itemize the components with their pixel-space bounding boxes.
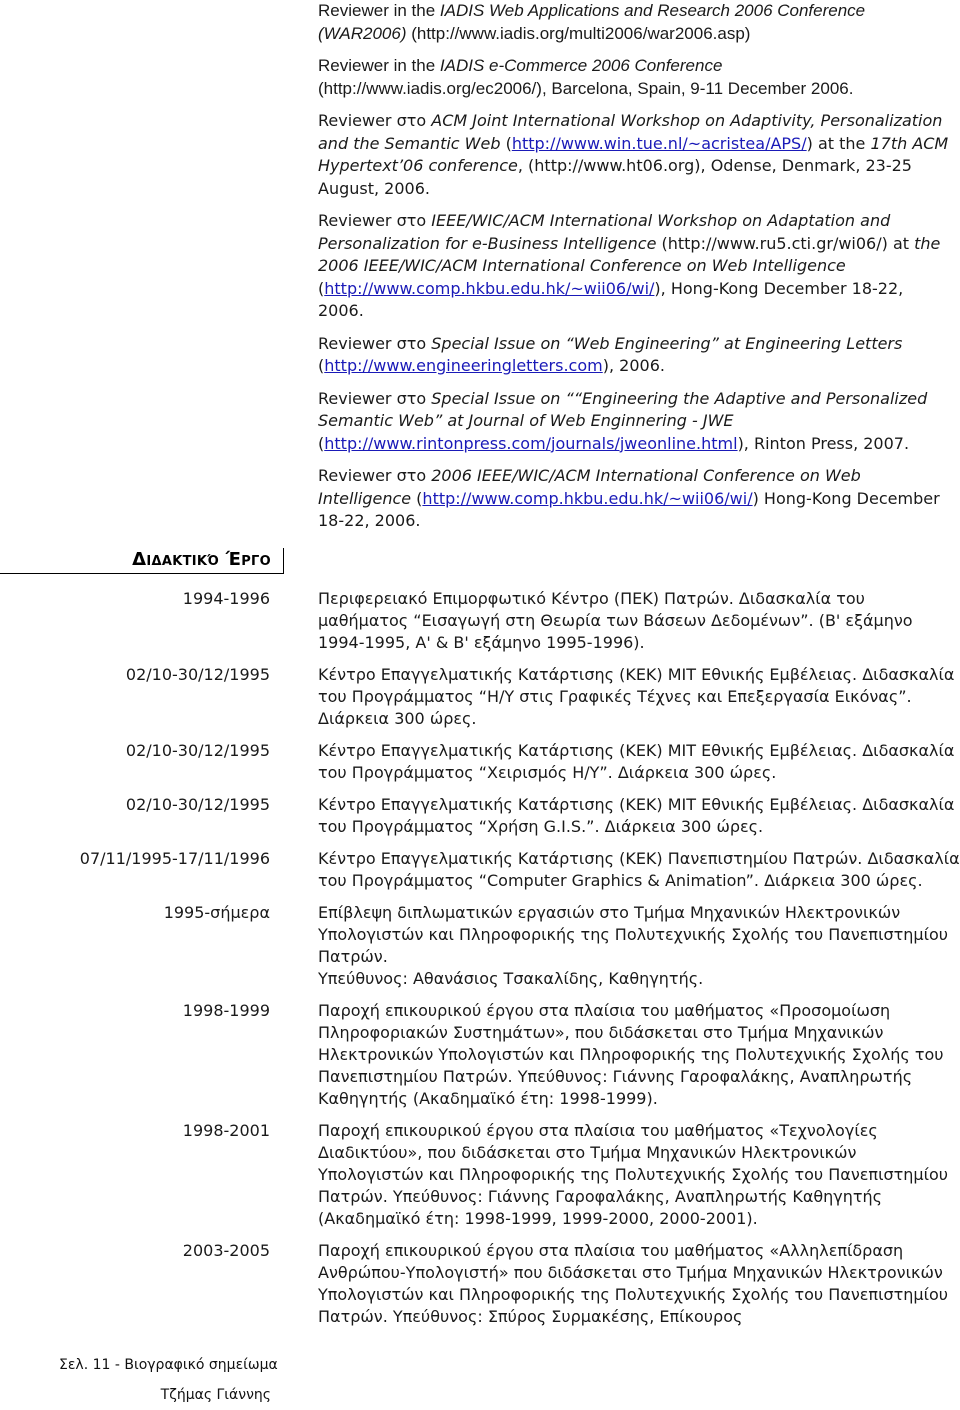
reviewer-text: ), Rinton Press, 2007. [737,433,910,453]
teaching-description [318,794,960,838]
teaching-description-text: Παροχή επικουρικού έργου στα πλαίσια του μαθήματος «Αλληλεπίδραση Ανθρώπου-Υπολογιστή» που διδάσκεται στο Τμήμα Μηχανικών Ηλεκτρονικών Υπολογιστών και Πληροφορικής της Πολυτεχνικής Σχολής του Πανεπιστημίου Πατρών. Υπεύθυνος: Σπύρος Συρμακέσης, Επίκουρος [318,1241,949,1326]
teaching-row [0,588,960,654]
reviewer-venue: IEEE/WIC/ACM International Workshop on Adaptation and Personalization for e-Business Intelligence [318,211,891,253]
reviewer-link[interactable]: http://www.win.tue.nl/~acristea/APS/ [511,133,807,153]
reviewer-venue: Special Issue on “Web Engineering” at Engineering Letters [431,333,903,353]
reviewer-text: ( [411,488,423,508]
teaching-period: 1994-1996 [182,589,270,608]
reviewer-entry [318,333,950,378]
reviewer-text: Reviewer στο [318,211,432,230]
reviewer-text: Reviewer στο [318,466,432,485]
reviewer-venue: the 2006 IEEE/WIC/ACM International Conference on Web Intelligence [318,233,941,275]
teaching-supervisor: Υπεύθυνος: Αθανάσιος Τσακαλίδης, Καθηγητής. [318,969,704,988]
teaching-description [318,1240,960,1328]
teaching-description-text: Κέντρο Επαγγελματικής Κατάρτισης (ΚΕΚ) Πανεπιστημίου Πατρών. Διδασκαλία του Προγράμματος “Computer Graphics & Animation”. Διάρκεια 300 ώρες. [318,849,960,890]
reviewer-entry [318,388,950,456]
reviewer-venue: 2006 IEEE/WIC/ACM International Conference on Web Intelligence [318,466,861,508]
teaching-description [318,902,960,990]
reviewer-text: ), 2006. [602,356,665,375]
reviewer-text: Reviewer στο [318,388,432,408]
teaching-description-text: Παροχή επικουρικού έργου στα πλαίσια του μαθήματος «Τεχνολογίες Διαδικτύου», που διδάσκεται στο Τμήμα Μηχανικών Ηλεκτρονικών Υπολογιστών και Πληροφορικής της Πολυτεχνικής Σχολής του Πανεπιστημίου Πατρών. Υπεύθυνος: Γιάννης Γαροφαλάκης, Αναπληρωτής Καθηγητής (Ακαδημαϊκό έτη: 1998-1999, 1999-2000, 2000-2001). [318,1121,949,1228]
teaching-period: 1998-1999 [182,1001,270,1020]
section-title: Διδακτικό Έργο [132,549,271,570]
teaching-row [0,664,960,730]
teaching-description [318,664,960,730]
reviewer-text: Reviewer in the [318,1,440,20]
reviewer-text: ( [318,356,325,375]
teaching-description-text: Παροχή επικουρικού έργου στα πλαίσια του μαθήματος «Προσομοίωση Πληροφοριακών Συστημάτων», που διδάσκεται στο Τμήμα Μηχανικών Ηλεκτρονικών Υπολογιστών και Πληροφορικής της Πολυτεχνικής Σχολής του Πανεπιστημίου Πατρών. Υπεύθυνος: Γιάννης Γαροφαλάκης, Αναπληρωτής Καθηγητής (Ακαδημαϊκό έτη: 1998-1999). [318,1001,944,1108]
reviewer-link[interactable]: http://www.engineeringletters.com [324,356,603,375]
reviewer-entry [318,465,950,533]
reviewer-text: ( [500,133,512,153]
teaching-description-text: Κέντρο Επαγγελματικής Κατάρτισης (ΚΕΚ) ΜΙΤ Εθνικής Εμβέλειας. Διδασκαλία του Προγράμματος “Χειρισμός Η/Υ”. Διάρκεια 300 ώρες. [318,741,955,782]
footer-page-label: Σελ. 11 - Βιογραφικό σημείωμα [59,1357,278,1373]
page-footer [59,1350,278,1410]
teaching-description-text: Κέντρο Επαγγελματικής Κατάρτισης (ΚΕΚ) ΜΙΤ Εθνικής Εμβέλειας. Διδασκαλία του Προγράμματος “Η/Υ στις Γραφικές Τέχνες και Επεξεργασία Εικόνας”. Διάρκεια 300 ώρες. [318,665,955,728]
teaching-row [0,794,960,838]
reviewer-text: ( [318,278,325,298]
reviewer-text: (http://www.iadis.org/multi2006/war2006.asp) [406,23,751,43]
reviewer-entry [318,0,950,45]
teaching-period: 02/10-30/12/1995 [125,665,270,684]
reviewer-text: Reviewer στο [318,111,432,130]
teaching-list [0,588,960,1338]
teaching-row [0,902,960,990]
reviewer-entry [318,110,950,200]
teaching-row [0,740,960,784]
reviewer-text: (http://www.iadis.org/ec2006/), Barcelona, Spain, 9-11 December 2006. [318,78,854,98]
teaching-description-text: Επίβλεψη διπλωματικών εργασιών στο Τμήμα Μηχανικών Ηλεκτρονικών Υπολογιστών και Πληροφορικής της Πολυτεχνικής Σχολής του Πανεπιστημίου Πατρών. [318,903,949,966]
reviewer-venue: 17th ACM Hypertext’06 conference [318,133,949,175]
teaching-period: 02/10-30/12/1995 [125,795,270,814]
reviewer-venue: Special Issue on ““Engineering the Adaptive and Personalized Semantic Web” at Journal of Web Enginnering - JWE [318,388,928,430]
reviewer-entry [318,55,950,100]
teaching-description-text: Περιφερειακό Επιμορφωτικό Κέντρο (ΠΕΚ) Πατρών. Διδασκαλία του μαθήματος “Εισαγωγή στη Θεωρία των Βάσεων Δεδομένων”. (Β' εξάμηνο 1994-1995, Α' & Β' εξάμηνο 1995-1996). [318,589,913,652]
teaching-description [318,848,960,892]
reviewer-link[interactable]: http://www.rintonpress.com/journals/jweonline.html [324,433,738,453]
reviewer-text: ), Hong-Kong December 18-22, 2006. [318,278,904,320]
section-heading-teaching [0,548,284,574]
teaching-period: 1998-2001 [182,1121,270,1140]
reviewer-link[interactable]: http://www.comp.hkbu.edu.hk/~wii06/wi/ [422,488,753,508]
reviewer-text: ) Hong-Kong December 18-22, 2006. [318,488,940,530]
teaching-description [318,1000,960,1110]
teaching-description [318,1120,960,1230]
reviewer-text: ( [318,433,325,453]
teaching-row [0,1120,960,1230]
reviewer-text: Reviewer in the [318,56,440,75]
teaching-row [0,848,960,892]
reviewer-text: ) at the [806,133,871,153]
reviewer-venue: IADIS Web Applications and Research 2006 Conference (WAR2006) [318,1,866,43]
reviewer-venue: IADIS e-Commerce 2006 Conference [439,56,723,75]
teaching-period: 1995-σήμερα [163,903,270,922]
teaching-description [318,740,960,784]
footer-author: Τζήμας Γιάννης [160,1387,271,1403]
teaching-row [0,1000,960,1110]
teaching-period: 07/11/1995-17/11/1996 [79,849,270,868]
teaching-description [318,588,960,654]
teaching-period: 02/10-30/12/1995 [125,741,270,760]
reviewer-venue: ACM Joint International Workshop on Adaptivity, Personalization and the Semantic Web [318,111,943,153]
reviewer-entry [318,210,950,323]
teaching-description-text: Κέντρο Επαγγελματικής Κατάρτισης (ΚΕΚ) ΜΙΤ Εθνικής Εμβέλειας. Διδασκαλία του Προγράμματος “Χρήση G.I.S.”. Διάρκεια 300 ώρες. [318,795,955,836]
reviewer-link[interactable]: http://www.comp.hkbu.edu.hk/~wii06/wi/ [324,278,655,298]
reviewer-text: Reviewer στο [318,333,432,353]
teaching-period: 2003-2005 [182,1241,270,1260]
reviewer-section [318,0,950,543]
reviewer-text: , (http://www.ht06.org), Odense, Denmark, 23-25 August, 2006. [318,156,912,198]
teaching-row [0,1240,960,1328]
reviewer-text: (http://www.ru5.cti.gr/wi06/) at [656,233,915,253]
